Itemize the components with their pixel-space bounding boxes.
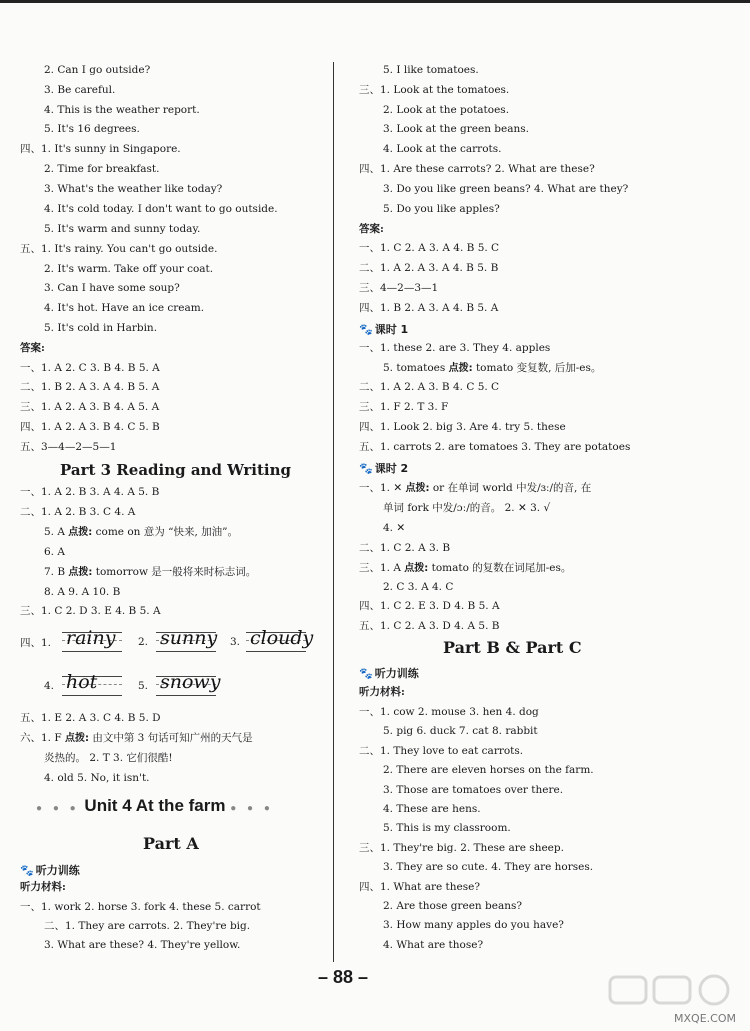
text-line: 二、1. They are carrots. 2. They're big. (44, 920, 251, 932)
answer-line: 四、1. B 2. A 3. A 4. B 5. A (359, 302, 499, 314)
text-line: 二、1. They love to eat carrots. (359, 745, 524, 757)
answer-line-hint (359, 481, 591, 496)
answer-line: 四、1. (20, 637, 52, 649)
answer-line: 4. old 5. No, it isn't. (44, 772, 150, 784)
listen-material-label: 听力材料: (359, 686, 405, 698)
text-line: 四、1. What are these? (359, 881, 480, 893)
answer-line: 三、4—2—3—1 (359, 282, 439, 294)
unit-title: Unit 4 At the farm (84, 796, 226, 815)
text-line: 2. There are eleven horses on the farm. (383, 764, 594, 776)
handwriting-box (62, 670, 122, 700)
handwritten-word: sunny (160, 627, 218, 649)
item-number: 2. (138, 636, 149, 648)
text-line: 3. Look at the green beans. (383, 123, 529, 135)
answer-line: 单词 fork 中发/ɔː/的音。 2. ✕ 3. √ (383, 502, 551, 514)
text-line: 2. It's warm. Take off your coat. (44, 263, 214, 275)
hint-label: 点拨: (404, 563, 429, 574)
answer-line-hint (44, 525, 238, 540)
text-line: 5. pig 6. duck 7. cat 8. rabbit (383, 725, 538, 737)
answer-line: 6. A (44, 546, 65, 558)
hint-label: 点拨: (68, 527, 93, 538)
answer-text: 5. A (44, 526, 69, 538)
answer-text: 一、1. ✕ (359, 482, 406, 494)
text-line: 五、1. It's rainy. You can't go outside. (20, 243, 218, 255)
item-number: 3. (230, 636, 241, 648)
text-line: 2. Can I go outside? (44, 64, 151, 76)
answer-line: 五、3—4—2—5—1 (20, 441, 117, 453)
hint-label: 点拨: (405, 483, 430, 494)
handwritten-word: rainy (66, 627, 116, 649)
answer-text: 三、1. A (359, 562, 405, 574)
text-line: 4. What are those? (383, 939, 484, 951)
text-line: 2. Time for breakfast. (44, 163, 160, 175)
answer-line-hint (359, 561, 571, 576)
top-rule (0, 0, 750, 3)
part-a-heading: Part A (143, 834, 199, 853)
answer-line: 三、1. C 2. D 3. E 4. B 5. A (20, 605, 161, 617)
answer-line: 五、1. carrots 2. are tomatoes 3. They are potatoes (359, 441, 631, 453)
hint-text: or 在单词 world 中发/ɜː/的音, 在 (429, 482, 592, 494)
text-line: 3. Do you like green beans? 4. What are they? (383, 183, 629, 195)
answer-line: 4. ✕ (383, 522, 406, 534)
text-line: 3. What's the weather like today? (44, 183, 223, 195)
answer-line: 二、1. A 2. B 3. C 4. A (20, 506, 136, 518)
text-line: 2. Are those green beans? (383, 900, 522, 912)
hint-text: tomato 变复数, 后加-es。 (472, 362, 602, 374)
text-line: 一、1. work 2. horse 3. fork 4. these 5. carrot (20, 901, 261, 913)
text-line: 2. Look at the potatoes. (383, 104, 510, 116)
text-line: 一、1. cow 2. mouse 3. hen 4. dog (359, 706, 539, 718)
column-divider (333, 62, 334, 962)
answer-line-hint (44, 565, 256, 580)
lesson-1-heading (359, 321, 408, 337)
text-line: 5. It's warm and sunny today. (44, 223, 201, 235)
hint-label: 点拨: (64, 733, 89, 744)
answer-text: 六、1. F (20, 732, 65, 744)
answer-line: 四、1. A 2. A 3. B 4. C 5. B (20, 421, 160, 433)
part3-heading: Part 3 Reading and Writing (60, 461, 291, 479)
text-line: 四、1. Are these carrots? 2. What are these? (359, 163, 595, 175)
hint-label: 点拨: (68, 567, 93, 578)
paw-icon: 🐾 (359, 323, 373, 336)
answer-line: 一、1. these 2. are 3. They 4. apples (359, 342, 551, 354)
answer-line: 二、1. B 2. A 3. A 4. B 5. A (20, 381, 160, 393)
item-number: 4. (44, 680, 55, 692)
handwriting-box (246, 626, 314, 656)
text-line: 3. Those are tomatoes over there. (383, 784, 564, 796)
text-line: 4. This is the weather report. (44, 104, 200, 116)
answer-label: 答案: (20, 342, 45, 354)
text-line: 3. What are these? 4. They're yellow. (44, 939, 241, 951)
decor-dots: ● ● ● (230, 803, 274, 814)
text-line: 5. It's cold in Harbin. (44, 322, 158, 334)
handwritten-word: cloudy (250, 627, 314, 649)
heading-text: 课时 2 (374, 462, 409, 475)
text-line: 三、1. They're big. 2. These are sheep. (359, 842, 564, 854)
answer-line: 8. A 9. A 10. B (44, 586, 121, 598)
answer-line: 二、1. A 2. A 3. B 4. C 5. C (359, 381, 500, 393)
listen-train-heading (20, 862, 80, 878)
answer-line: 二、1. C 2. A 3. B (359, 542, 451, 554)
handwriting-box (156, 626, 216, 656)
answer-line: 三、1. A 2. A 3. B 4. A 5. A (20, 401, 160, 413)
heading-text: 听力训练 (35, 864, 80, 877)
text-line: 3. How many apples do you have? (383, 919, 564, 931)
hint-text: come on 意为 “快来, 加油”。 (92, 526, 238, 538)
answer-line-hint (383, 361, 601, 376)
decor-dots: ● ● ● (36, 803, 80, 814)
answer-text: 7. B (44, 566, 69, 578)
text-line: 5. I like tomatoes. (383, 64, 479, 76)
part-bc-heading: Part B & Part C (443, 638, 582, 657)
item-number: 5. (138, 680, 149, 692)
lesson-2-heading (359, 460, 408, 476)
answer-line: 2. C 3. A 4. C (383, 581, 454, 593)
page-number: – 88 – (318, 967, 369, 987)
watermark-text: MXQE.COM (674, 1012, 736, 1025)
hint-text: tomato 的复数在词尾加-es。 (428, 562, 572, 574)
answer-line: 炎热的。 2. T 3. 它们很酷! (44, 752, 173, 764)
text-line: 5. Do you like apples? (383, 203, 500, 215)
text-line: 3. Be careful. (44, 84, 116, 96)
answer-line: 二、1. A 2. A 3. A 4. B 5. B (359, 262, 499, 274)
answer-line: 五、1. C 2. A 3. D 4. A 5. B (359, 620, 500, 632)
text-line: 4. It's cold today. I don't want to go outside. (44, 203, 278, 215)
heading-text: 听力训练 (374, 667, 419, 680)
heading-text: 课时 1 (374, 323, 409, 336)
text-line: 三、1. Look at the tomatoes. (359, 84, 510, 96)
handwritten-word: hot (66, 671, 98, 693)
answer-text: 5. tomatoes (383, 362, 449, 374)
text-line: 5. This is my classroom. (383, 822, 511, 834)
answer-line: 三、1. F 2. T 3. F (359, 401, 449, 413)
text-line: 4. It's hot. Have an ice cream. (44, 302, 205, 314)
hint-text: tomorrow 是一般将来时标志词。 (92, 566, 257, 578)
paw-icon: 🐾 (359, 667, 373, 680)
listen-material-label: 听力材料: (20, 881, 66, 893)
hint-label: 点拨: (448, 363, 473, 374)
answer-line: 一、1. A 2. C 3. B 4. B 5. A (20, 362, 160, 374)
answer-line-hint (20, 731, 253, 746)
answer-line: 四、1. Look 2. big 3. Are 4. try 5. these (359, 421, 566, 433)
text-line: 5. It's 16 degrees. (44, 123, 140, 135)
text-line: 4. Look at the carrots. (383, 143, 502, 155)
text-line: 四、1. It's sunny in Singapore. (20, 143, 181, 155)
answer-line: 四、1. C 2. E 3. D 4. B 5. A (359, 600, 500, 612)
text-line: 4. These are hens. (383, 803, 481, 815)
handwritten-word: snowy (160, 671, 221, 693)
handwriting-box (62, 626, 122, 656)
text-line: 3. Can I have some soup? (44, 282, 180, 294)
answer-line: 一、1. C 2. A 3. A 4. B 5. C (359, 242, 500, 254)
unit-heading (36, 796, 274, 816)
paw-icon: 🐾 (20, 864, 34, 877)
listen-train-heading (359, 665, 419, 681)
answer-line: 五、1. E 2. A 3. C 4. B 5. D (20, 712, 161, 724)
answer-label: 答案: (359, 223, 384, 235)
answer-line: 一、1. A 2. B 3. A 4. A 5. B (20, 486, 160, 498)
handwriting-box (156, 670, 221, 700)
text-line: 3. They are so cute. 4. They are horses. (383, 861, 594, 873)
paw-icon: 🐾 (359, 462, 373, 475)
hint-text: 由文中第 3 句话可知广州的天气是 (88, 732, 253, 744)
